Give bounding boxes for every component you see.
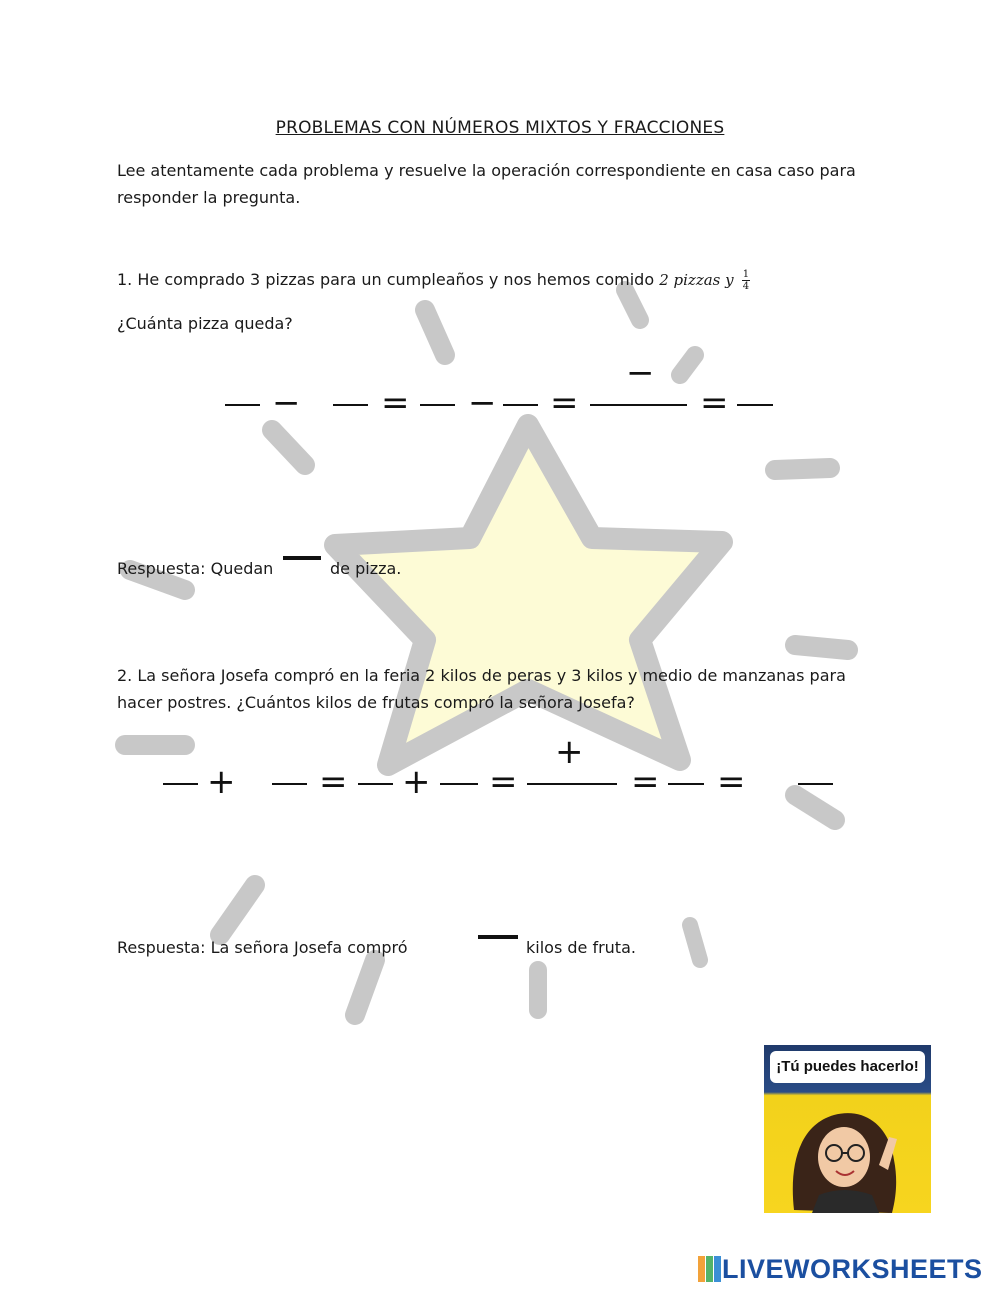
- ray: [795, 645, 848, 650]
- fraction-bar[interactable]: [668, 783, 704, 785]
- minus-sign: −: [272, 383, 301, 423]
- answer-fraction-bar[interactable]: [478, 935, 518, 939]
- fraction-bar[interactable]: [358, 783, 393, 785]
- plus-sign: +: [555, 732, 584, 772]
- fraction-bar[interactable]: [440, 783, 478, 785]
- ray: [272, 430, 305, 465]
- equals-sign: =: [700, 383, 729, 423]
- fraction-bar[interactable]: [420, 404, 455, 406]
- equals-sign: =: [489, 762, 518, 802]
- problem2-statement: 2. La señora Josefa compró en la feria 2 kilos de peras y 3 kilos y medio de manzanas para hacer postres. ¿Cuántos kilos de frutas compró la señora Josefa?: [117, 666, 846, 712]
- encouragement-badge: [764, 1045, 931, 1213]
- ray: [355, 960, 375, 1015]
- ray: [680, 355, 695, 375]
- fraction-bar[interactable]: [737, 404, 773, 406]
- problem1-text: 1. He comprado 3 pizzas para un cumpleaños y nos hemos comido: [117, 270, 655, 289]
- fraction-bar[interactable]: [503, 404, 538, 406]
- ray: [795, 795, 835, 820]
- equals-sign: =: [381, 383, 410, 423]
- instructions: Lee atentamente cada problema y resuelve la operación correspondiente en casa caso para responder la pregunta.: [117, 161, 856, 207]
- problem1-answer-prefix: Respuesta: Quedan: [117, 559, 274, 578]
- problem1-statement: [117, 266, 917, 294]
- plus-sign: +: [207, 762, 236, 802]
- avatar-illustration: [764, 1045, 931, 1213]
- ray: [775, 468, 830, 470]
- problem1-question: ¿Cuánta pizza queda?: [117, 314, 293, 333]
- page-title: PROBLEMAS CON NÚMEROS MIXTOS Y FRACCIONES: [275, 118, 725, 138]
- minus-sign: −: [468, 383, 497, 423]
- logo-icon: [698, 1256, 722, 1282]
- fraction-bar[interactable]: [272, 783, 307, 785]
- fraction-bar[interactable]: [225, 404, 260, 406]
- problem1-math: 2 pizzas y: [659, 271, 734, 289]
- plus-sign: +: [402, 762, 431, 802]
- problem2-answer-prefix: Respuesta: La señora Josefa compró: [117, 938, 408, 957]
- equals-sign: =: [717, 762, 746, 802]
- fraction-bar[interactable]: [333, 404, 368, 406]
- equals-sign: =: [631, 762, 660, 802]
- problem1-answer-suffix: de pizza.: [330, 559, 402, 578]
- fraction: $\frac{1}{4}$: [742, 269, 750, 292]
- fraction-bar[interactable]: [163, 783, 198, 785]
- badge-text: ¡Tú puedes hacerlo!: [770, 1051, 925, 1083]
- fraction-bar[interactable]: [527, 783, 617, 785]
- equals-sign: =: [319, 762, 348, 802]
- answer-fraction-bar[interactable]: [283, 556, 321, 560]
- logo-text: LIVEWORKSHEETS: [722, 1253, 983, 1284]
- ray: [220, 885, 255, 935]
- minus-sign: −: [626, 353, 655, 393]
- fraction-bar[interactable]: [798, 783, 833, 785]
- problem2-answer-suffix: kilos de fruta.: [526, 938, 636, 957]
- equals-sign: =: [550, 383, 579, 423]
- fraction-bar[interactable]: [590, 404, 687, 406]
- liveworksheets-logo: [698, 1254, 983, 1284]
- ray: [690, 925, 700, 960]
